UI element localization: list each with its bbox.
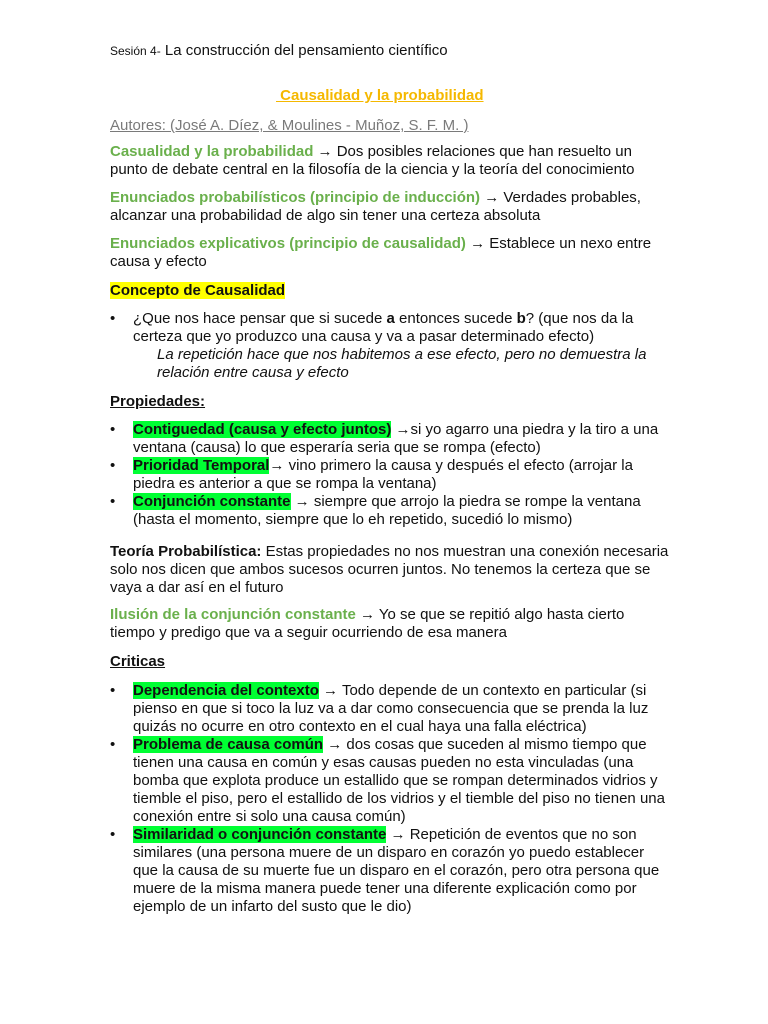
session-title: La construcción del pensamiento científico [160, 42, 448, 59]
properties-heading [110, 393, 670, 411]
definition-text: → Dos posibles relaciones que han resuelto un punto de debate central en la filosofía de la ciencia y la teoría del conocimiento [110, 143, 635, 178]
critica-term: Similaridad o conjunción constante [133, 826, 387, 843]
critica-text: → dos cosas que suceden al mismo tiempo que tienen una causa en común y esas causas pueden no esta vinculadas (una bomba que explota produce un estallido que se rompan determinados vidrios y tiemble el piso, pero el estallido de los vidrios y el tiemble del piso no tienen una conexión entre si solo una causa común) [133, 736, 665, 825]
authors-line: Autores: (José A. Díez, & Moulines - Muñoz, S. F. M. ) [110, 117, 469, 134]
definition-term: Enunciados probabilísticos (principio de inducción) [110, 189, 481, 206]
concept-section [110, 310, 670, 382]
definition-paragraph [110, 189, 670, 225]
property-text: → siempre que arrojo la piedra se rompe la ventana (hasta el momento, siempre que lo eh repetido, sucedió lo mismo) [133, 493, 641, 528]
session-prefix: Sesión 4- [110, 44, 161, 58]
list-item [110, 310, 670, 346]
theory-term: Teoría Probabilística: [110, 543, 262, 560]
concept-heading-text: Concepto de Causalidad [110, 282, 286, 299]
list-item [110, 457, 670, 493]
property-text: →si yo agarro una piedra y la tiro a una ventana (causa) lo que esperaría seria que se rompa (efecto) [133, 421, 659, 456]
question-text: ¿Que nos hace pensar que si sucede [133, 310, 387, 327]
illusion-paragraph [110, 606, 670, 642]
list-item [110, 421, 670, 457]
definition-text: → Verdades probables, alcanzar una probabilidad de algo sin tener una certeza absoluta [110, 189, 641, 224]
critica-term: Problema de causa común [133, 736, 324, 753]
question-text: entonces sucede [394, 310, 517, 327]
list-item [110, 826, 670, 916]
definition-text: → Establece un nexo entre causa y efecto [110, 235, 652, 270]
document-title: Causalidad y la probabilidad [276, 87, 484, 104]
criticas-section [110, 682, 670, 916]
critica-text: → Todo depende de un contexto en particular (si pienso en que si toco la luz va a dar como consecuencia que se prenda la luz quizás no ocurre en otro contexto en el cual haya una falla eléctrica) [133, 682, 649, 735]
illusion-term: Ilusión de la conjunción constante [110, 606, 356, 623]
critica-term: Dependencia del contexto [133, 682, 319, 699]
theory-paragraph [110, 543, 670, 597]
list-item [110, 736, 670, 826]
definition-paragraph [110, 143, 670, 179]
concept-heading [110, 282, 670, 300]
property-text: → vino primero la causa y después el efecto (arrojar la piedra es anterior a que se rompa la ventana) [133, 457, 633, 492]
properties-heading-text: Propiedades: [110, 393, 206, 410]
definition-term: Casualidad y la probabilidad [110, 143, 314, 160]
list-item [110, 493, 670, 529]
illusion-text: → Yo se que se repitió algo hasta cierto tiempo y predigo que va a seguir ocurriendo de esa manera [110, 606, 625, 641]
property-term: Contiguedad (causa y efecto juntos) [133, 421, 392, 438]
criticas-heading-text: Criticas [110, 653, 166, 670]
question-text: ? (que nos da la certeza que yo produzco una causa y va a pasar determinado efecto) [133, 310, 634, 345]
property-term: Conjunción constante [133, 493, 291, 510]
variable-a: a [386, 310, 395, 327]
properties-list [110, 421, 670, 529]
criticas-list [110, 682, 670, 916]
theory-text: Estas propiedades no nos muestran una conexión necesaria solo nos dicen que ambos sucesos ocurren juntos. No tenemos la certeza que se vaya a dar así en el futuro [110, 543, 669, 596]
italic-note: La repetición hace que nos habitemos a ese efecto, pero no demuestra la relación entre causa y efecto [157, 346, 647, 381]
properties-section [110, 421, 670, 529]
list-item [110, 682, 670, 736]
variable-b: b [516, 310, 526, 327]
concept-list [110, 310, 670, 346]
definition-term: Enunciados explicativos (principio de causalidad) [110, 235, 466, 252]
criticas-heading [110, 653, 670, 671]
critica-text: → Repetición de eventos que no son similares (una persona muere de un disparo en corazón yo puedo establecer que la causa de su muerte fue un disparo en el corazón, pero otra persona que muere de la misma manera puede tener una diferente explicación como por ejemplo de un infarto del susto que le dio) [133, 826, 660, 915]
definition-paragraph [110, 235, 670, 271]
session-header [110, 42, 448, 59]
property-term: Prioridad Temporal [133, 457, 270, 474]
